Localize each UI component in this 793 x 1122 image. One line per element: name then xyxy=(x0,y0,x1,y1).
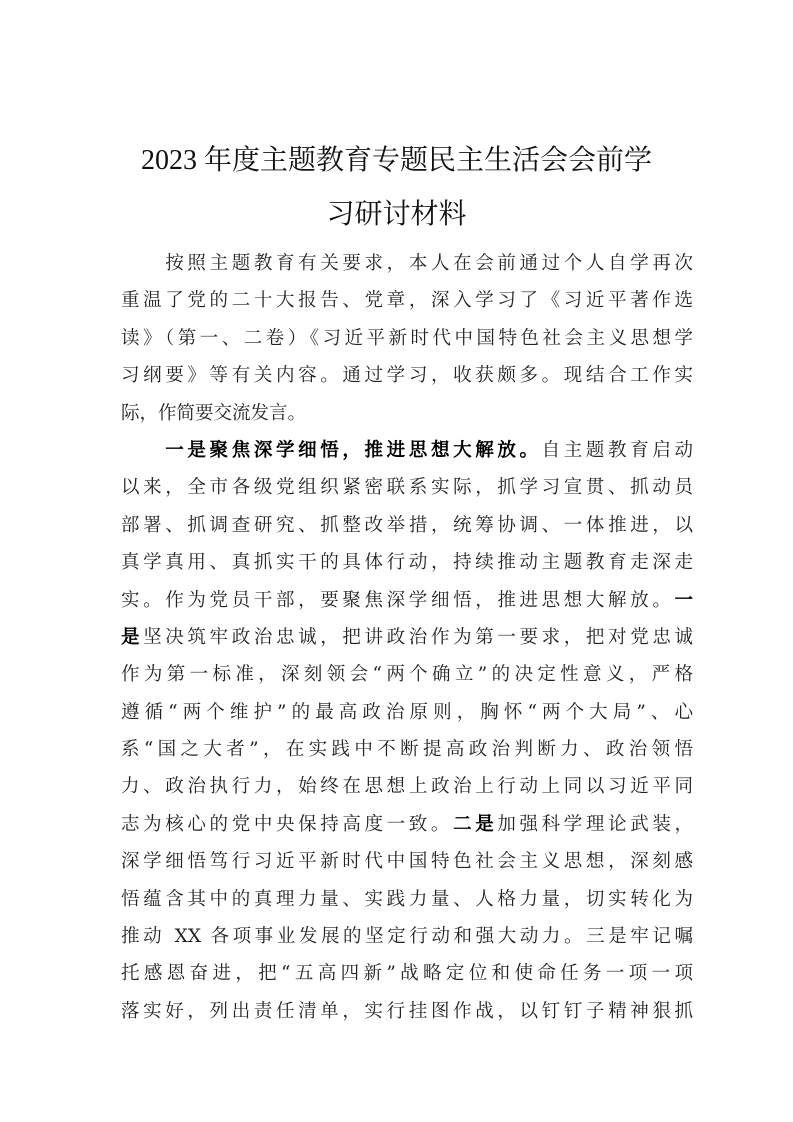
bold-text-segment: 是 xyxy=(121,626,144,648)
text-segment: 托感恩奋进，把“五高四新”战略定位和使命任务一项一项 xyxy=(121,963,693,985)
text-segment: 作为第一标准，深刻领会“两个确立”的决定性意义，严格 xyxy=(121,664,693,686)
body-text-line xyxy=(121,843,693,880)
text-segment: 以来，全市各级党组织紧密联系实际，抓学习宣贯、抓动员 xyxy=(121,477,693,499)
body-text-line xyxy=(121,619,693,656)
body-text-line xyxy=(121,395,693,432)
text-segment: 部署、抓调查研究、抓整改举措，统筹协调、一体推进，以 xyxy=(121,514,693,536)
text-segment: 读》（第一、二卷）《习近平新时代中国特色社会主义思想学 xyxy=(121,327,693,349)
body-text-line xyxy=(121,993,693,1030)
document-body xyxy=(121,245,693,1030)
text-segment xyxy=(121,440,165,461)
text-segment: 力、政治执行力，始终在思想上政治上行动上同以习近平同 xyxy=(121,776,693,798)
body-text-line xyxy=(121,881,693,918)
text-segment: 落实好，列出责任清单，实行挂图作战，以钉钉子精神狠抓 xyxy=(121,1000,693,1022)
body-text-line xyxy=(121,357,693,394)
body-text-line xyxy=(121,955,693,992)
text-segment: 志为核心的党中央保持高度一致。 xyxy=(121,813,454,835)
text-segment: 推动 XX 各项事业发展的坚定行动和强大动力。三是牢记嘱 xyxy=(121,926,693,948)
body-text-line xyxy=(121,694,693,731)
body-text-line xyxy=(121,806,693,843)
bold-text-segment: 一 xyxy=(674,589,693,611)
body-text-line xyxy=(121,918,693,955)
body-text-line xyxy=(121,731,693,768)
text-segment: 深学细悟笃行习近平新时代中国特色社会主义思想，深刻感 xyxy=(121,851,693,873)
text-segment: 按照主题教育有关要求，本人在会前通过个人自学再次 xyxy=(121,253,693,274)
body-text-line xyxy=(121,768,693,805)
document-title-line-2: 习研讨材料 xyxy=(326,199,467,230)
body-text-line xyxy=(121,656,693,693)
document-title-line-1: 2023 年度主题教育专题民主生活会会前学 xyxy=(140,145,652,176)
text-segment: 坚决筑牢政治忠诚，把讲政治作为第一要求，把对党忠诚 xyxy=(143,626,693,648)
body-text-line xyxy=(121,282,693,319)
text-segment: 实。作为党员干部，要聚焦深学细悟，推进思想大解放。 xyxy=(121,589,675,611)
body-text-line xyxy=(121,320,693,357)
body-text-line xyxy=(121,245,693,282)
text-segment: 习纲要》等有关内容。通过学习，收获颇多。现结合工作实 xyxy=(121,365,693,387)
text-segment: 真学真用、真抓实干的具体行动，持续推动主题教育走深走 xyxy=(121,552,693,574)
text-segment: 遵循“两个维护”的最高政治原则，胸怀“两个大局”、心 xyxy=(121,701,693,723)
text-segment: 悟蕴含其中的真理力量、实践力量、人格力量，切实转化为 xyxy=(121,888,693,910)
body-text-line xyxy=(121,469,693,506)
bold-text-segment: 二是 xyxy=(453,813,498,835)
body-text-line xyxy=(121,582,693,619)
body-text-line xyxy=(121,507,693,544)
body-text-line xyxy=(121,544,693,581)
bold-text-segment: 一是聚焦深学细悟，推进思想大解放。 xyxy=(165,439,542,461)
text-segment: 加强科学理论武装， xyxy=(497,813,693,835)
text-segment: 重温了党的二十大报告、党章，深入学习了《习近平著作选 xyxy=(121,290,693,312)
text-segment: 自主题教育启动 xyxy=(541,439,693,461)
text-segment: 系“国之大者”，在实践中不断提高政治判断力、政治领悟 xyxy=(121,739,693,761)
body-text-line xyxy=(121,432,693,469)
text-segment: 际，作简要交流发言。 xyxy=(121,402,307,424)
